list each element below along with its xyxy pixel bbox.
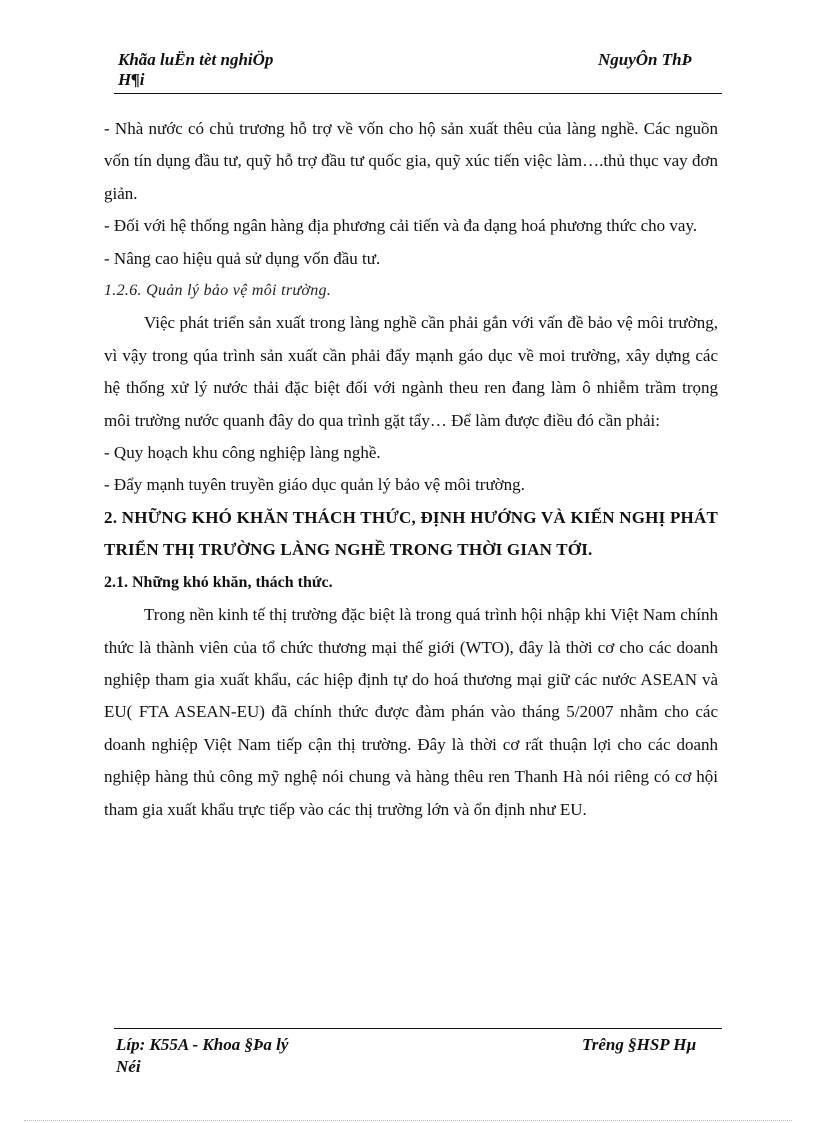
- paragraph-propaganda: - Đẩy mạnh tuyên truyền giáo dục quản lý bảo vệ môi trường.: [104, 475, 525, 495]
- section-heading-1-2-6: 1.2.6. Quản lý bảo vệ môi trường.: [104, 282, 332, 300]
- header-thesis-title: Khãa luËn tèt nghiÖp H¶i: [118, 50, 274, 89]
- footer-class-info: Líp: K55A - Khoa §Þa lý Néi: [116, 1035, 289, 1076]
- paragraph-market-integration: Trong nền kinh tế thị trường đặc biệt là trong quá trình hội nhập khi Việt Nam chính thức là thành viên của tổ chức thương mại thế giới (WTO), đây là thời cơ cho các doanh nghiệp tham gia xuất khẩu, các hiệp định tự do hoá thương mại giữ các nước ASEAN và EU( FTA ASEAN-EU) đã chính thức được đàm phán vào tháng 5/2007 nhằm cho các doanh nghiệp Việt Nam tiếp cận thị trường. Đây là thời cơ rất thuận lợi cho các doanh nghiệp hàng thủ công mỹ nghệ nói chung và hàng thêu ren Thanh Hà nói riêng có cơ hội tham gia xuất khẩu trực tiếp vào các thị trường lớn và ổn định như EU.: [104, 605, 718, 819]
- paragraph-capital-support: - Nhà nước có chủ trương hỗ trợ về vốn cho hộ sản xuất thêu của làng nghề. Các nguồn vốn tín dụng đầu tư, quỹ hỗ trợ đầu tư quốc gia, quỹ xúc tiến việc làm….thủ thục vay đơn giản.: [104, 119, 718, 203]
- footer-divider: [114, 1028, 722, 1029]
- paragraph-bank-system: - Đối với hệ thống ngân hàng địa phương cải tiến và đa dạng hoá phương thức cho vay.: [104, 216, 698, 236]
- document-body: [104, 113, 718, 826]
- page-bottom-dotted-border: [24, 1120, 792, 1121]
- paragraph-environment: Việc phát triển sản xuất trong làng nghề cần phải gắn với vấn đề bảo vệ môi trường, vì vậy trong qúa trình sản xuất cần phải đẩy mạnh gáo dục về moi trường, xây dựng các hệ thống xử lý nước thải đặc biệt đối với ngành theu ren đang làm ô nhiễm trầm trọng môi trường nước quanh đây do qua trình gặt tẩy… Để làm được điều đó cần phải:: [104, 313, 718, 430]
- section-heading-2-1: 2.1. Những khó khăn, thách thức.: [104, 573, 333, 591]
- paragraph-investment-efficiency: - Nâng cao hiệu quả sử dụng vốn đầu tư.: [104, 248, 381, 268]
- footer-university: Trêng §HSP Hµ: [582, 1035, 697, 1054]
- header-divider: [114, 93, 722, 94]
- paragraph-zoning: - Quy hoạch khu công nghiệp làng nghề.: [104, 443, 381, 463]
- section-heading-2: 2. NHỮNG KHÓ KHĂN THÁCH THỨC, ĐỊNH HƯỚNG VÀ KIẾN NGHỊ PHÁT TRIỂN THỊ TRƯỜNG LÀNG NGHỀ TRONG THỜI GIAN TỚI.: [104, 507, 718, 560]
- header-author-name: NguyÔn ThÞ: [598, 50, 692, 69]
